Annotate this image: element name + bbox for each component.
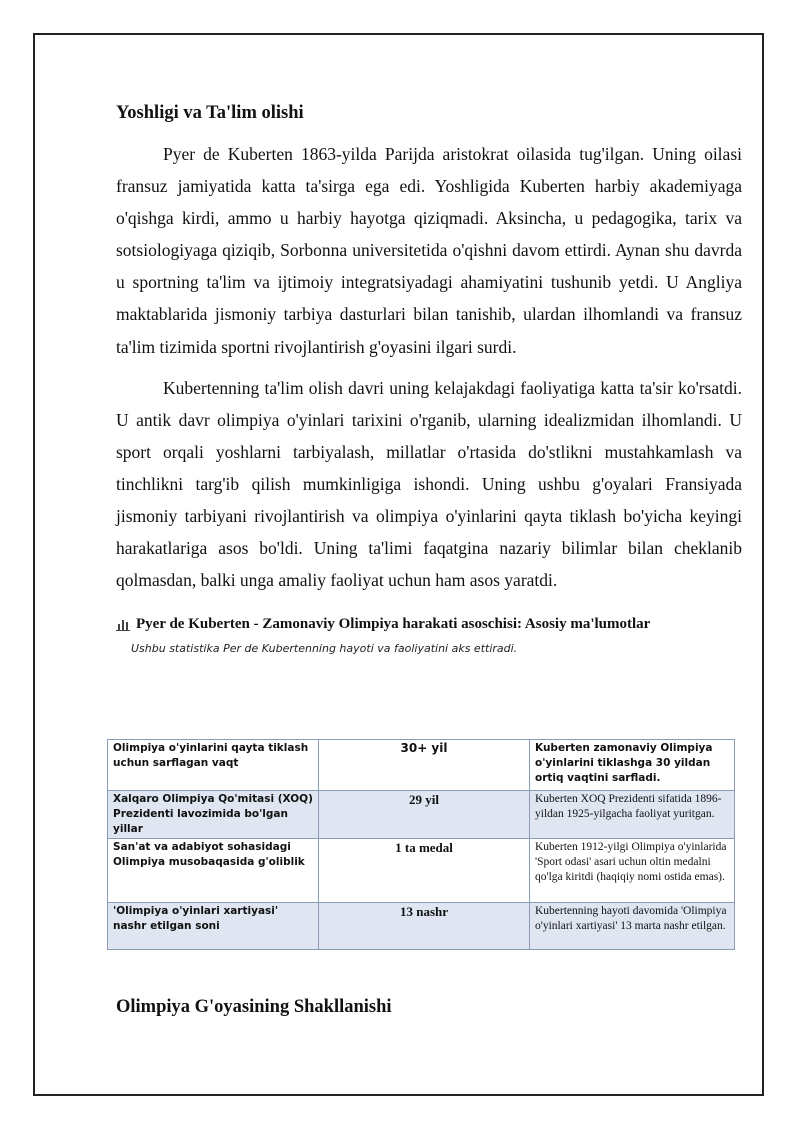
row-label: Olimpiya o'yinlarini qayta tiklash uchun sarflagan vaqt [108,740,319,791]
row-value: 13 nashr [319,903,530,950]
bar-chart-icon [116,617,130,631]
document-body [116,100,742,656]
row-note: Kuberten 1912-yilgi Olimpiya o'yinlarida 'Sport odasi' asari uchun oltin medalni qo'lga kiritdi (haqiqiy nomi ostida emas). [530,839,735,903]
table-row [108,903,735,950]
table-row [108,839,735,903]
row-note: Kuberten XOQ Prezidenti sifatida 1896-yildan 1925-yilgacha faoliyat yuritgan. [530,791,735,839]
table-row [108,740,735,791]
table-row [108,791,735,839]
paragraph-2: Kubertenning ta'lim olish davri uning kelajakdagi faoliyatiga katta ta'sir ko'rsatdi. U antik davr olimpiya o'yinlari tarixini o'rganib, ularning idealizmidan ilhomlandi. U sport orqali yoshlarni tarbiyalash, millatlar o'rtasida do'stlikni mustahkamlash va tinchlikni targ'ib qilish mumkinligiga ishondi. Uning ushbu g'oyalari Fransiyada jismoniy tarbiyani rivojlantirish va olimpiya o'yinlarini qayta tiklash bo'yicha keyingi harakatlariga asos bo'ldi. Uning ta'limi faqatgina nazariy bilimlar bilan cheklanib qolmasdan, balki unga amaliy faoliyat uchun ham asos yaratdi. [116,377,742,591]
row-value: 29 yil [319,791,530,839]
row-value: 1 ta medal [319,839,530,903]
row-label: Xalqaro Olimpiya Qo'mitasi (XOQ) Prezidenti lavozimida bo'lgan yillar [108,791,319,839]
paragraph-1: Pyer de Kuberten 1863-yilda Parijda aristokrat oilasida tug'ilgan. Uning oilasi fransuz jamiyatida katta ta'sirga ega edi. Yoshligida Kuberten harbiy akademiyaga o'qishga kirdi, ammo u harbiy hayotga qiziqmadi. Aksincha, u pedagogika, tarix va sotsiologiyaga qiziqib, Sorbonna universitetida o'qishni davom ettirdi. Aynan shu davrda u sportning ta'lim va ijtimoiy integratsiyadagi ahamiyatini tushunib yetdi. U Angliya maktablarida jismoniy tarbiya dasturlari bilan tanishib, ulardan ilhomlandi va fransuz ta'lim tizimida sportni rivojlantirish g'oyasini ilgari surdi. [116,144,742,357]
stats-table [107,739,735,950]
stats-title [116,614,742,634]
row-value: 30+ yil [319,740,530,791]
stats-subtitle: Ushbu statistika Per de Kubertenning hayoti va faoliyatini aks ettiradi. [131,642,518,656]
section-heading-youth: Yoshligi va Ta'lim olishi [116,103,304,123]
row-note: Kuberten zamonaviy Olimpiya o'yinlarini tiklashga 30 yildan ortiq vaqtini sarfladi. [530,740,735,791]
row-label: 'Olimpiya o'yinlari xartiyasi' nashr etilgan soni [108,903,319,950]
stats-title-text: Pyer de Kuberten - Zamonaviy Olimpiya harakati asoschisi: Asosiy ma'lumotlar [136,616,651,633]
row-note: Kubertenning hayoti davomida 'Olimpiya o'yinlari xartiyasi' 13 marta nashr etilgan. [530,903,735,950]
section-heading-olympic-idea: Olimpiya G'oyasining Shakllanishi [116,997,392,1017]
row-label: San'at va adabiyot sohasidagi Olimpiya musobaqasida g'oliblik [108,839,319,903]
